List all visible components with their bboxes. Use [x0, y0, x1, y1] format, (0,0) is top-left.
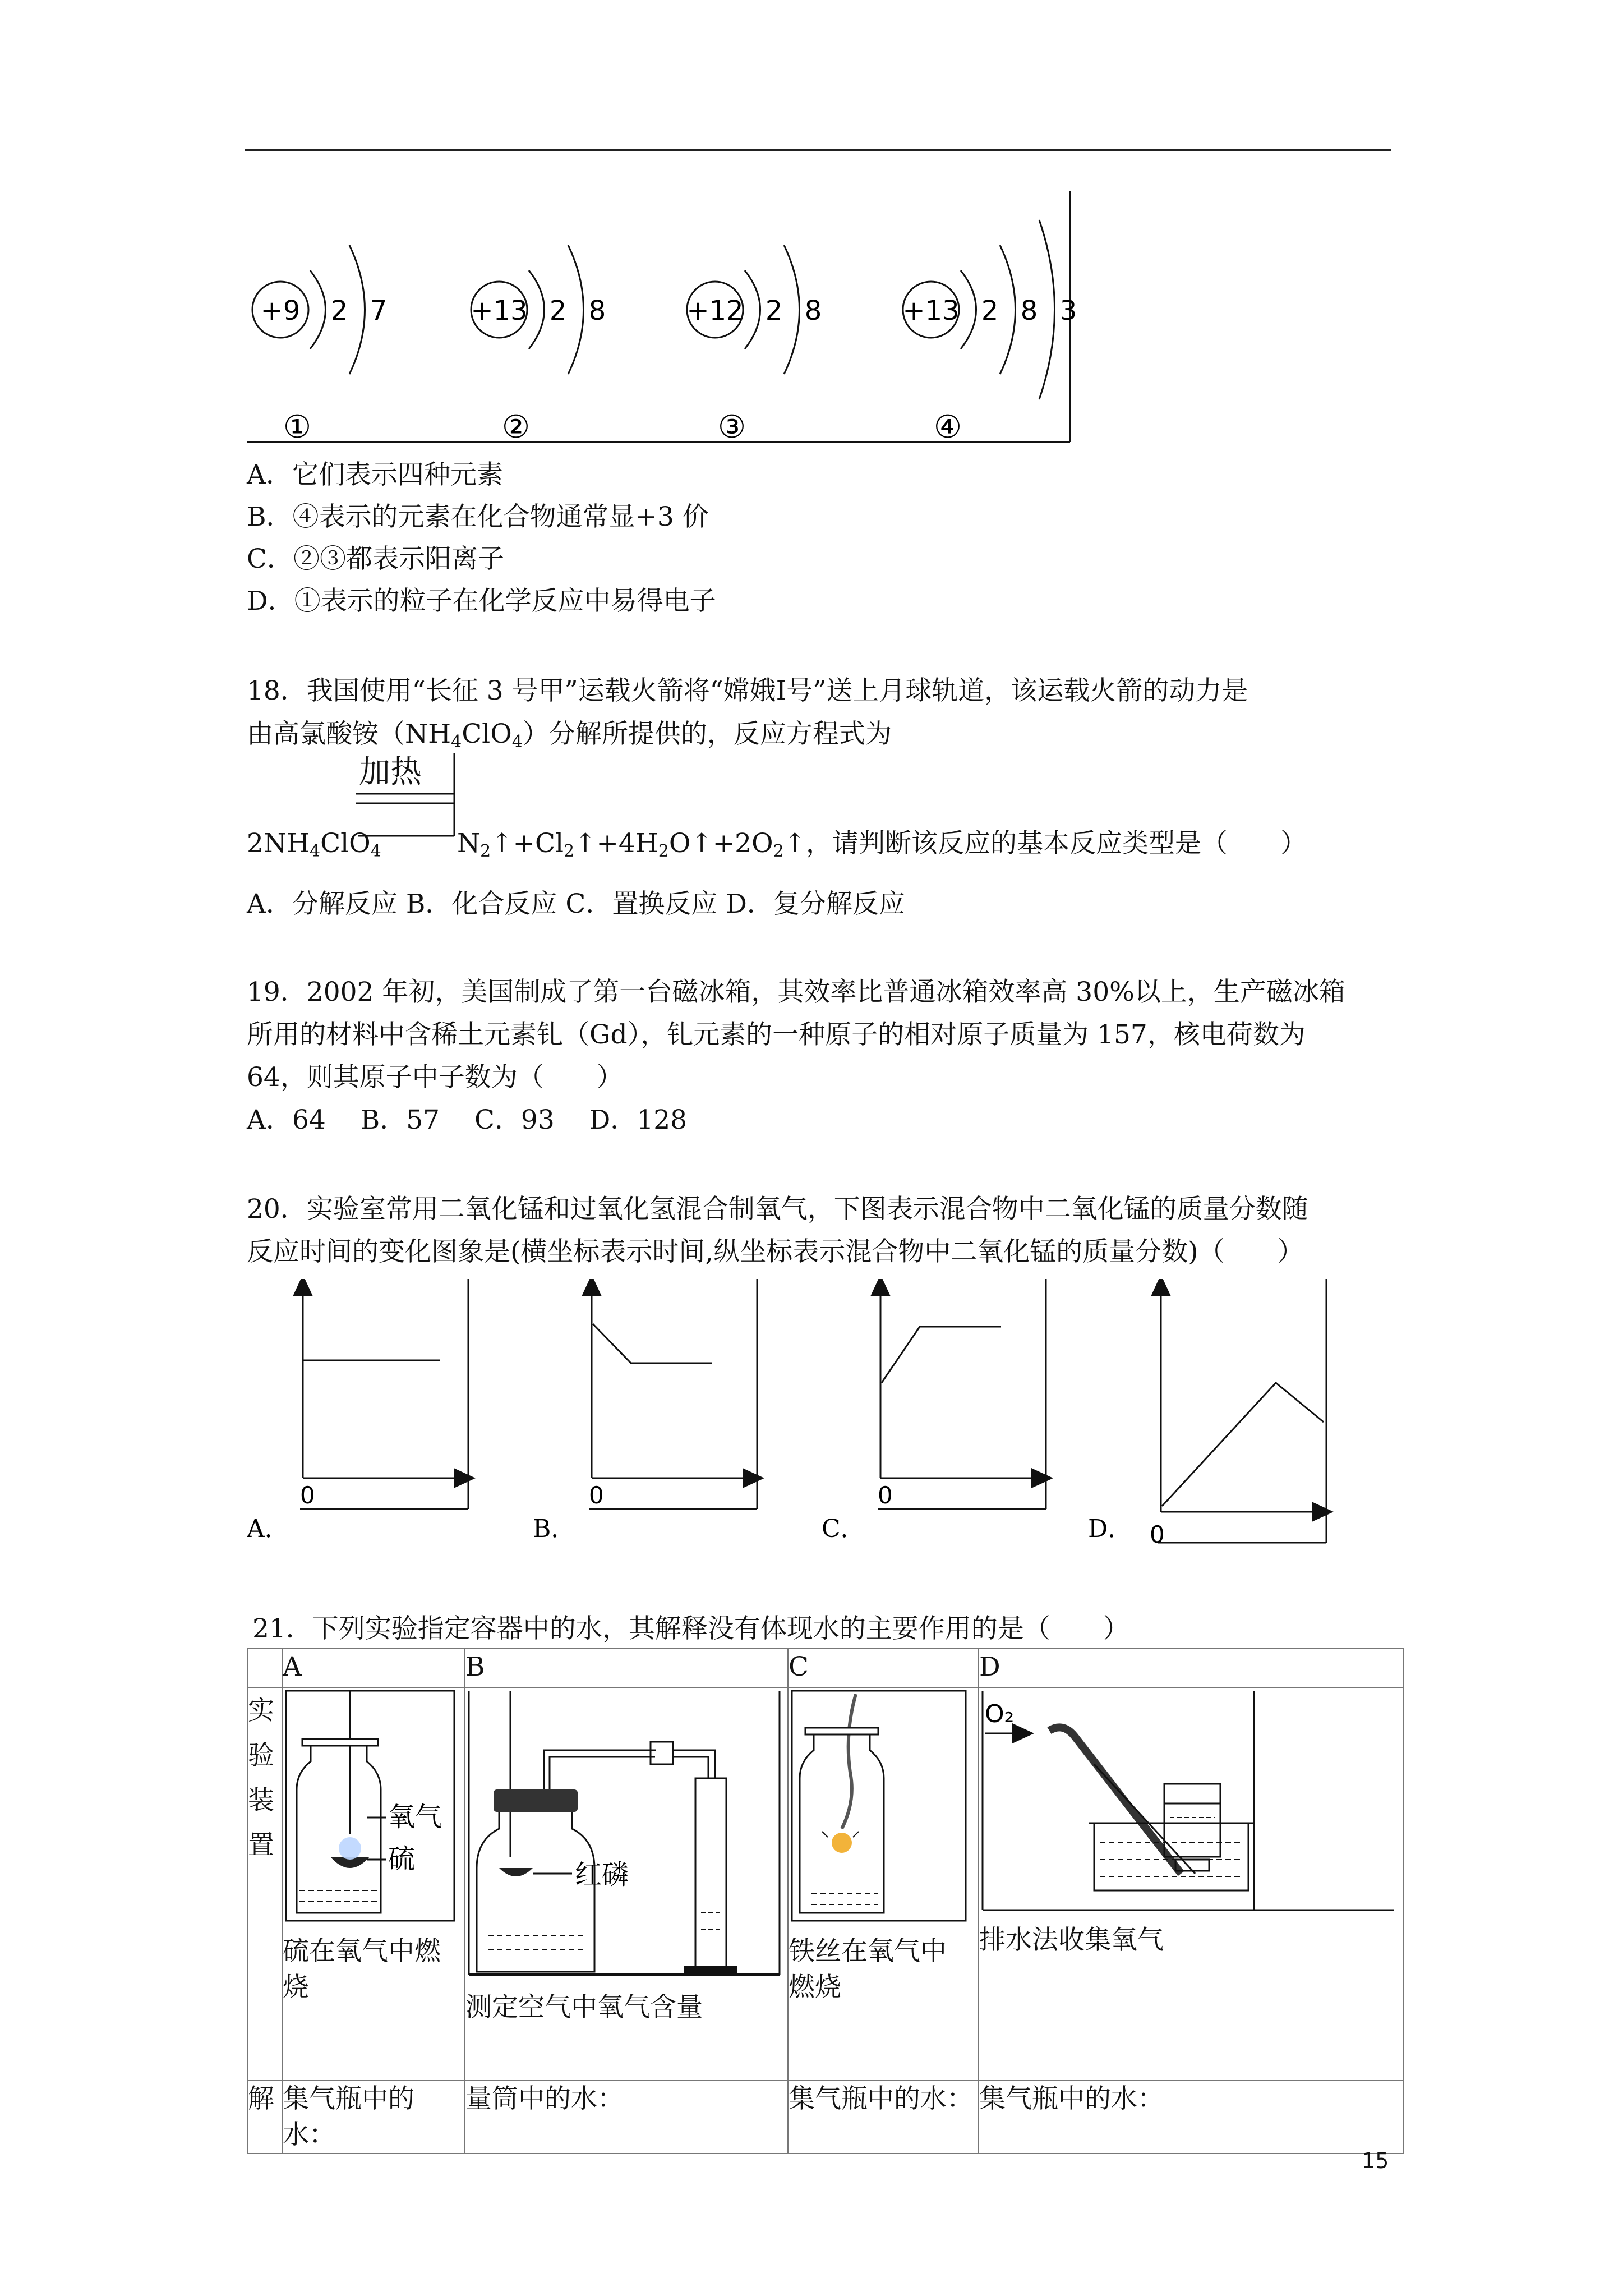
col-head-b: B: [465, 1649, 788, 1688]
row-label-setup: 实验装置: [247, 1688, 282, 2081]
graph-d-label: D．: [1088, 1515, 1133, 1543]
reaction-products: $N_2↑+Cl_2↑+4H_2O↑+2O_2↑$，请判断该反应的基本反应类型是（ ）: [457, 828, 1307, 861]
diagram-label: ②: [501, 409, 531, 445]
graph-d-origin: 0: [1150, 1521, 1165, 1548]
graph-a-label: A．: [247, 1515, 289, 1543]
label-oxygen: 氧气: [388, 1801, 442, 1833]
caption-b: 测定空气中氧气含量: [465, 1992, 703, 2023]
electron-count: 2: [549, 295, 567, 326]
nucleus-charge: +13: [902, 295, 960, 326]
graph-a: [247, 1279, 482, 1543]
apparatus-iron: [789, 1688, 974, 1924]
diagram-label: ①: [283, 409, 312, 445]
cell-d: [979, 1688, 1404, 2081]
q17-option-a: A．它们表示四种元素: [247, 459, 503, 490]
explain-b: 量筒中的水：: [465, 2081, 788, 2154]
experiment-table: [247, 1648, 1404, 2154]
col-head-c: C: [788, 1649, 979, 1688]
electron-count: 2: [330, 295, 348, 326]
nucleus-charge: +12: [686, 295, 744, 326]
q20-stem-line1: 20．实验室常用二氧化锰和过氧化氢混合制氧气，下图表示混合物中二氧化锰的质量分数随: [247, 1194, 1308, 1225]
q17-option-b: B．④表示的元素在化合物通常显+3 价: [247, 501, 709, 532]
caption-d: 排水法收集氧气: [979, 1925, 1164, 1955]
caption-a: 硫在氧气中燃烧: [283, 1936, 441, 2003]
q21-stem: 21．下列实验指定容器中的水，其解释没有体现水的主要作用的是（ ）: [252, 1613, 1129, 1644]
reaction-condition: 加热: [359, 754, 422, 790]
electron-shell-arc: [961, 270, 976, 349]
q19-stem-line3: 64，则其原子中子数为（ ）: [247, 1062, 623, 1093]
col-head-d: D: [979, 1649, 1404, 1688]
nucleus-charge: +9: [260, 295, 301, 326]
nucleus-charge: +13: [471, 295, 528, 326]
label-sulfur: 硫: [388, 1843, 416, 1875]
caption-c: 铁丝在氧气中燃烧: [789, 1936, 947, 2003]
electron-count: 7: [370, 295, 388, 326]
graph-a-origin: 0: [300, 1481, 315, 1509]
q18-options: A．分解反应 B．化合反应 C．置换反应 D．复分解反应: [247, 889, 905, 919]
graph-d: [1088, 1279, 1326, 1548]
apparatus-water-collection: [979, 1688, 1400, 1913]
q19-stem-line2: 所用的材料中含稀土元素钆（Gd），钆元素的一种原子的相对原子质量为 157，核电荷数为: [247, 1019, 1306, 1050]
apparatus-phosphorus: [465, 1688, 785, 1980]
diagram-label: ④: [933, 409, 962, 445]
graph-b-label: B．: [533, 1515, 576, 1543]
electron-shell-arc: [1039, 220, 1055, 399]
q17-option-c: C．②③都表示阳离子: [247, 544, 504, 574]
atom-diagram: [686, 245, 822, 445]
atom-diagram: [252, 245, 387, 445]
reaction-reactant: $2NH_4ClO_4$: [247, 828, 381, 861]
electron-count: 8: [1020, 295, 1038, 326]
graph-c-label: C．: [822, 1515, 865, 1543]
cell-b: [465, 1688, 788, 2081]
electron-shell-arc: [568, 245, 584, 374]
col-head-a: A: [282, 1649, 465, 1688]
row-label-explain: 解: [247, 2081, 282, 2154]
diagram-label: ③: [717, 409, 746, 445]
graph-b-origin: 0: [589, 1481, 604, 1509]
q20-stem-line2: 反应时间的变化图象是(横坐标表示时间,纵坐标表示混合物中二氧化锰的质量分数)（ ）: [247, 1236, 1304, 1267]
label-red-phosphorus: 红磷: [575, 1859, 629, 1890]
electron-count: 2: [981, 295, 999, 326]
header-rule: [245, 149, 1391, 151]
cell-c: [788, 1688, 979, 2081]
explain-d: 集气瓶中的水：: [979, 2081, 1404, 2154]
q18-stem-line1: 18．我国使用“长征 3 号甲”运载火箭将“嫦娥Ⅰ号”送上月球轨道，该运载火箭的动力是: [247, 675, 1248, 706]
q18-stem-line2: 由高氯酸铵$(NH_4ClO_4)$分解所提供的，反应方程式为: [247, 719, 892, 752]
electron-shell-arc: [745, 270, 760, 349]
atom-diagram: [471, 245, 606, 445]
graph-b: [533, 1279, 757, 1543]
electron-shell-arc: [310, 270, 326, 349]
electron-count: 2: [765, 295, 783, 326]
electron-shell-arc: [349, 245, 365, 374]
electron-count: 3: [1059, 295, 1077, 326]
apparatus-sulfur: [283, 1688, 462, 1924]
q19-stem-line1: 19．2002 年初，美国制成了第一台磁冰箱，其效率比普通冰箱效率高 30%以上，生产磁冰箱: [247, 977, 1345, 1007]
q17-option-d: D．①表示的粒子在化学反应中易得电子: [247, 586, 716, 616]
atom-diagram: [902, 220, 1077, 445]
q19-options: A．64 B．57 C．93 D．128: [247, 1105, 688, 1135]
electron-count: 8: [588, 295, 606, 326]
explain-c: 集气瓶中的水：: [788, 2081, 979, 2154]
graph-c-origin: 0: [878, 1481, 893, 1509]
electron-shell-arc: [1000, 245, 1016, 374]
electron-shell-arc: [784, 245, 800, 374]
electron-shell-arc: [529, 270, 545, 349]
label-o2: O₂: [985, 1700, 1015, 1728]
page-number: 15: [1362, 2148, 1389, 2173]
q20-graphs: [247, 1279, 1391, 1571]
cell-a: [282, 1688, 465, 2081]
explain-a: 集气瓶中的水：: [282, 2081, 465, 2154]
atom-diagrams: [241, 191, 1082, 449]
graph-c: [822, 1279, 1046, 1543]
electron-count: 8: [804, 295, 822, 326]
table-corner: [247, 1649, 282, 1688]
